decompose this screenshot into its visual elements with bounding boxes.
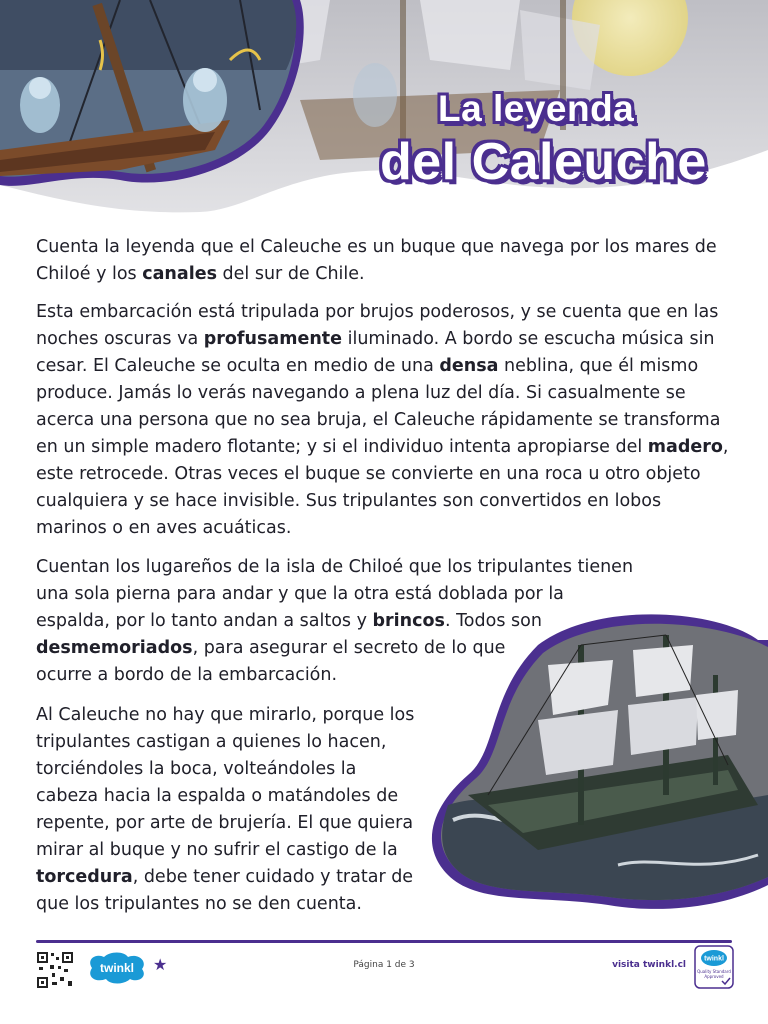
text-line <box>36 891 456 918</box>
qr-code-icon[interactable] <box>36 951 74 989</box>
text-run: torciéndoles la boca, volteándoles la <box>36 759 357 779</box>
text-run: iluminado. A bordo se escucha música sin cesar. El Caleuche se oculta en medio de una <box>36 329 715 376</box>
footer-divider <box>36 940 732 943</box>
quality-badge-icon <box>694 945 734 989</box>
text-run: mirar al buque y no sufrir el castigo de la <box>36 840 398 860</box>
bold-term: brincos <box>372 611 445 631</box>
text-line <box>36 756 456 783</box>
text-run: ocurre a bordo de la embarcación. <box>36 665 338 685</box>
badge-caption: Quality Standard Approved <box>697 969 731 979</box>
logo-text: twinkl <box>99 961 135 975</box>
paragraph-2 <box>36 299 736 542</box>
title-line-1: La leyenda <box>438 88 635 129</box>
text-line <box>36 837 456 864</box>
text-line <box>36 729 456 756</box>
bold-term: profusamente <box>203 329 343 349</box>
visit-link[interactable]: visita twinkl.cl <box>612 960 686 970</box>
text-run: neblina, que él mismo produce. Jamás lo verás navegando a plena luz del día. Si casualmente se acerca una persona que no sea bruja, el Caleuche rápidamente se transforma en un simple madero flotante; y si el individuo intenta apropiarse del <box>36 356 721 457</box>
text-run: tripulantes castigan a quienes lo hacen, <box>36 732 387 752</box>
text-run: espalda, por lo tanto andan a saltos y <box>36 611 373 631</box>
text-line <box>36 702 456 729</box>
ship-illustration <box>428 605 768 915</box>
text-run: cabeza hacia la espalda o matándoles de <box>36 786 399 806</box>
paragraph-4 <box>36 702 456 918</box>
text-run: Cuenta la leyenda que el Caleuche es un buque que navega por los mares de Chiloé y los <box>36 237 717 284</box>
text-run: Esta embarcación está tripulada por brujos poderosos, y se cuenta que en las noches oscuras va <box>36 302 719 349</box>
page-number: Página 1 de 3 <box>353 960 415 970</box>
badge-logo-text: twinkl <box>704 955 724 963</box>
text-run: Al Caleuche no hay que mirarlo, porque los <box>36 705 415 725</box>
text-run: Cuentan los lugareños de la isla de Chiloé que los tripulantes tienen <box>36 557 634 577</box>
text-run: repente, por arte de brujería. El que quiera <box>36 813 414 833</box>
paragraph-1 <box>36 234 736 288</box>
title-line-2: del Caleuche <box>380 133 707 191</box>
text-run: que los tripulantes no se den cuenta. <box>36 894 362 914</box>
text-line <box>36 554 676 581</box>
bold-term: madero <box>647 437 723 457</box>
text-run: , este retrocede. Otras veces el buque se convierte en una roca u otro objeto cualquiera y se hace invisible. Sus tripulantes son convertidos en lobos marinos o en aves acuáticas. <box>36 437 729 538</box>
text-line <box>36 864 456 891</box>
star-icon: ★ <box>153 955 168 974</box>
text-line <box>36 810 456 837</box>
text-run: , para asegurar el secreto de lo que <box>192 638 506 658</box>
text-run: , debe tener cuidado y tratar de <box>132 867 414 887</box>
bold-term: desmemoriados <box>36 638 193 658</box>
text-line <box>36 581 676 608</box>
text-run: . Todos son <box>444 611 542 631</box>
text-run: del sur de Chile. <box>216 264 365 284</box>
bold-term: densa <box>439 356 499 376</box>
bold-term: torcedura <box>36 867 133 887</box>
bold-term: canales <box>142 264 217 284</box>
text-run: una sola pierna para andar y que la otra está doblada por la <box>36 584 564 604</box>
text-line <box>36 783 456 810</box>
